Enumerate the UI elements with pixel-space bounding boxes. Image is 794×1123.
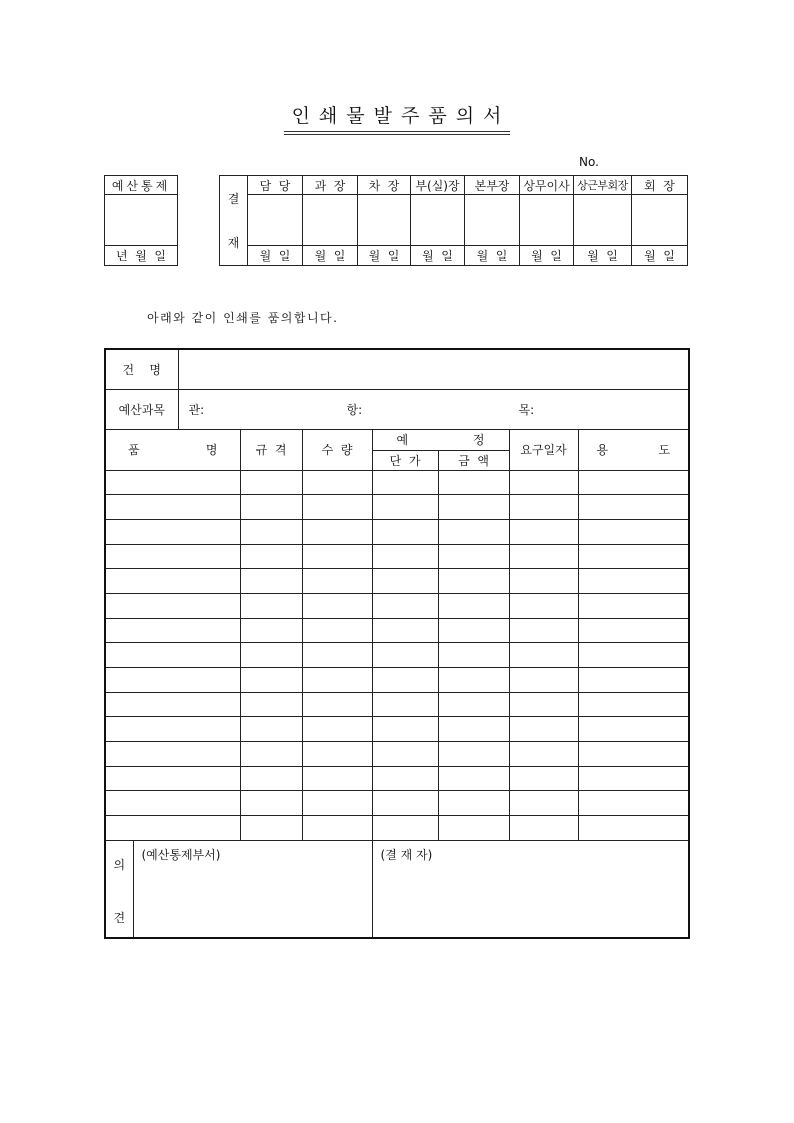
- unit-price-cell[interactable]: [372, 544, 438, 569]
- opinion-label-1: 의: [113, 858, 126, 873]
- header-budget-1: 예: [396, 433, 409, 447]
- header-budget: [372, 429, 509, 450]
- amount-cell[interactable]: [438, 742, 509, 767]
- budget-item-label: 예산과목: [105, 389, 178, 429]
- order-form-table: [104, 348, 690, 939]
- usage-cell[interactable]: [578, 495, 689, 520]
- header-item-name: [105, 429, 240, 470]
- approval-role-6: 상무이사: [520, 176, 574, 195]
- spec-cell[interactable]: [240, 692, 302, 717]
- qty-cell[interactable]: [302, 618, 372, 643]
- approver-label: (결 재 자): [380, 847, 433, 862]
- amount-cell[interactable]: [438, 495, 509, 520]
- usage-cell[interactable]: [578, 816, 689, 841]
- unit-price-cell[interactable]: [372, 643, 438, 668]
- qty-cell[interactable]: [302, 643, 372, 668]
- item-name-cell[interactable]: [105, 742, 240, 767]
- item-row: [105, 668, 689, 693]
- usage-cell[interactable]: [578, 544, 689, 569]
- due-date-cell[interactable]: [509, 470, 578, 495]
- amount-cell[interactable]: [438, 791, 509, 816]
- item-row: [105, 816, 689, 841]
- amount-cell[interactable]: [438, 593, 509, 618]
- qty-cell[interactable]: [302, 668, 372, 693]
- item-name-cell[interactable]: [105, 544, 240, 569]
- approval-date-5: 월 일: [465, 246, 520, 266]
- header-item-name-2: 명: [205, 443, 218, 457]
- item-name-cell[interactable]: [105, 593, 240, 618]
- amount-cell[interactable]: [438, 816, 509, 841]
- header-usage-2: 도: [658, 443, 671, 457]
- amount-cell[interactable]: [438, 470, 509, 495]
- item-name-cell[interactable]: [105, 618, 240, 643]
- approval-date-4: 월 일: [411, 246, 465, 266]
- approval-box: [219, 175, 688, 266]
- item-row: [105, 544, 689, 569]
- budget-item-field[interactable]: [178, 389, 689, 429]
- spec-cell[interactable]: [240, 544, 302, 569]
- item-name-cell[interactable]: [105, 766, 240, 791]
- due-date-cell[interactable]: [509, 692, 578, 717]
- approval-role-4: 부(실)장: [411, 176, 465, 195]
- qty-cell[interactable]: [302, 766, 372, 791]
- approval-sign-cell[interactable]: [358, 195, 411, 246]
- approval-date-1: 월 일: [248, 246, 303, 266]
- approval-sign-cell[interactable]: [303, 195, 358, 246]
- subject-label: 건 명: [105, 349, 178, 389]
- document-title: 인쇄물발주품의서: [284, 104, 511, 135]
- qty-cell[interactable]: [302, 519, 372, 544]
- item-rows: [105, 470, 689, 840]
- item-row: [105, 791, 689, 816]
- item-row: [105, 495, 689, 520]
- subject-field[interactable]: [178, 349, 689, 389]
- approval-role-2: 과 장: [303, 176, 358, 195]
- item-name-cell[interactable]: [105, 816, 240, 841]
- header-usage: [578, 429, 689, 470]
- spec-cell[interactable]: [240, 742, 302, 767]
- spec-cell[interactable]: [240, 495, 302, 520]
- amount-cell[interactable]: [438, 692, 509, 717]
- header-budget-2: 정: [472, 433, 485, 447]
- budget-mok-label: 목:: [518, 402, 535, 417]
- unit-price-cell[interactable]: [372, 618, 438, 643]
- spec-cell[interactable]: [240, 668, 302, 693]
- item-row: [105, 692, 689, 717]
- unit-price-cell[interactable]: [372, 692, 438, 717]
- usage-cell[interactable]: [578, 519, 689, 544]
- approval-role-3: 차 장: [358, 176, 411, 195]
- due-date-cell[interactable]: [509, 742, 578, 767]
- intro-text: 아래와 같이 인쇄를 품의합니다.: [147, 311, 339, 325]
- usage-cell[interactable]: [578, 791, 689, 816]
- qty-cell[interactable]: [302, 717, 372, 742]
- item-row: [105, 470, 689, 495]
- item-row: [105, 618, 689, 643]
- item-row: [105, 643, 689, 668]
- approval-side-bottom: 재: [227, 236, 240, 250]
- qty-cell[interactable]: [302, 544, 372, 569]
- item-row: [105, 569, 689, 594]
- amount-cell[interactable]: [438, 519, 509, 544]
- approval-sign-cell[interactable]: [574, 195, 632, 246]
- item-row: [105, 766, 689, 791]
- qty-cell[interactable]: [302, 569, 372, 594]
- header-unit-price: 단 가: [372, 450, 438, 470]
- budget-control-date: 년 월 일: [105, 246, 178, 266]
- budget-dept-opinion[interactable]: [133, 840, 372, 938]
- due-date-cell[interactable]: [509, 816, 578, 841]
- due-date-cell[interactable]: [509, 544, 578, 569]
- approval-date-8: 월 일: [632, 246, 688, 266]
- opinion-label: [105, 840, 133, 938]
- approval-sign-cell[interactable]: [632, 195, 688, 246]
- usage-cell[interactable]: [578, 668, 689, 693]
- unit-price-cell[interactable]: [372, 593, 438, 618]
- usage-cell[interactable]: [578, 470, 689, 495]
- spec-cell[interactable]: [240, 643, 302, 668]
- spec-cell[interactable]: [240, 766, 302, 791]
- item-name-cell[interactable]: [105, 668, 240, 693]
- qty-cell[interactable]: [302, 791, 372, 816]
- amount-cell[interactable]: [438, 618, 509, 643]
- unit-price-cell[interactable]: [372, 742, 438, 767]
- amount-cell[interactable]: [438, 569, 509, 594]
- budget-dept-label: (예산통제부서): [141, 847, 221, 862]
- spec-cell[interactable]: [240, 569, 302, 594]
- due-date-cell[interactable]: [509, 791, 578, 816]
- item-row: [105, 717, 689, 742]
- approval-sign-cell[interactable]: [411, 195, 465, 246]
- header-qty: 수 량: [302, 429, 372, 470]
- approval-date-6: 월 일: [520, 246, 574, 266]
- item-row: [105, 519, 689, 544]
- header-item-name-1: 품: [128, 443, 140, 457]
- budget-control-box: [104, 175, 178, 266]
- header-amount: 금 액: [438, 450, 509, 470]
- approval-date-7: 월 일: [574, 246, 632, 266]
- unit-price-cell[interactable]: [372, 816, 438, 841]
- approval-side-top: 결: [227, 192, 240, 206]
- spec-cell[interactable]: [240, 816, 302, 841]
- item-row: [105, 742, 689, 767]
- unit-price-cell[interactable]: [372, 519, 438, 544]
- unit-price-cell[interactable]: [372, 766, 438, 791]
- due-date-cell[interactable]: [509, 717, 578, 742]
- usage-cell[interactable]: [578, 593, 689, 618]
- budget-control-sign-cell[interactable]: [105, 195, 178, 246]
- spec-cell[interactable]: [240, 717, 302, 742]
- spec-cell[interactable]: [240, 618, 302, 643]
- due-date-cell[interactable]: [509, 766, 578, 791]
- unit-price-cell[interactable]: [372, 791, 438, 816]
- due-date-cell[interactable]: [509, 495, 578, 520]
- item-name-cell[interactable]: [105, 569, 240, 594]
- usage-cell[interactable]: [578, 717, 689, 742]
- unit-price-cell[interactable]: [372, 569, 438, 594]
- amount-cell[interactable]: [438, 544, 509, 569]
- spec-cell[interactable]: [240, 470, 302, 495]
- item-name-cell[interactable]: [105, 643, 240, 668]
- spec-cell[interactable]: [240, 519, 302, 544]
- usage-cell[interactable]: [578, 766, 689, 791]
- header-due-date: 요구일자: [509, 429, 578, 470]
- item-row: [105, 593, 689, 618]
- approval-role-7: 상근부회장: [574, 176, 632, 195]
- budget-gwan-label: 관:: [188, 402, 205, 417]
- approval-sign-cell[interactable]: [465, 195, 520, 246]
- usage-cell[interactable]: [578, 569, 689, 594]
- item-name-cell[interactable]: [105, 519, 240, 544]
- qty-cell[interactable]: [302, 742, 372, 767]
- approver-opinion[interactable]: [372, 840, 689, 938]
- header-usage-1: 용: [596, 443, 609, 457]
- qty-cell[interactable]: [302, 816, 372, 841]
- spec-cell[interactable]: [240, 593, 302, 618]
- approval-side-label: [220, 176, 248, 266]
- usage-cell[interactable]: [578, 692, 689, 717]
- approval-date-3: 월 일: [358, 246, 411, 266]
- approval-role-5: 본부장: [465, 176, 520, 195]
- approval-role-8: 회 장: [632, 176, 688, 195]
- title-wrap: [0, 104, 794, 135]
- budget-hang-label: 항:: [346, 402, 363, 417]
- item-name-cell[interactable]: [105, 791, 240, 816]
- approval-role-1: 담 당: [248, 176, 303, 195]
- opinion-label-2: 견: [113, 911, 126, 926]
- approval-sign-cell[interactable]: [248, 195, 303, 246]
- due-date-cell[interactable]: [509, 643, 578, 668]
- item-name-cell[interactable]: [105, 495, 240, 520]
- due-date-cell[interactable]: [509, 519, 578, 544]
- qty-cell[interactable]: [302, 593, 372, 618]
- item-name-cell[interactable]: [105, 692, 240, 717]
- amount-cell[interactable]: [438, 668, 509, 693]
- approval-sign-cell[interactable]: [520, 195, 574, 246]
- due-date-cell[interactable]: [509, 668, 578, 693]
- document-number-label: No.: [579, 155, 599, 169]
- due-date-cell[interactable]: [509, 569, 578, 594]
- item-name-cell[interactable]: [105, 717, 240, 742]
- spec-cell[interactable]: [240, 791, 302, 816]
- unit-price-cell[interactable]: [372, 717, 438, 742]
- usage-cell[interactable]: [578, 643, 689, 668]
- usage-cell[interactable]: [578, 618, 689, 643]
- due-date-cell[interactable]: [509, 618, 578, 643]
- budget-control-header: 예산통제: [105, 176, 178, 195]
- qty-cell[interactable]: [302, 495, 372, 520]
- header-spec: 규 격: [240, 429, 302, 470]
- amount-cell[interactable]: [438, 717, 509, 742]
- amount-cell[interactable]: [438, 766, 509, 791]
- item-name-cell[interactable]: [105, 470, 240, 495]
- unit-price-cell[interactable]: [372, 470, 438, 495]
- approval-date-2: 월 일: [303, 246, 358, 266]
- unit-price-cell[interactable]: [372, 668, 438, 693]
- qty-cell[interactable]: [302, 692, 372, 717]
- usage-cell[interactable]: [578, 742, 689, 767]
- qty-cell[interactable]: [302, 470, 372, 495]
- amount-cell[interactable]: [438, 643, 509, 668]
- unit-price-cell[interactable]: [372, 495, 438, 520]
- due-date-cell[interactable]: [509, 593, 578, 618]
